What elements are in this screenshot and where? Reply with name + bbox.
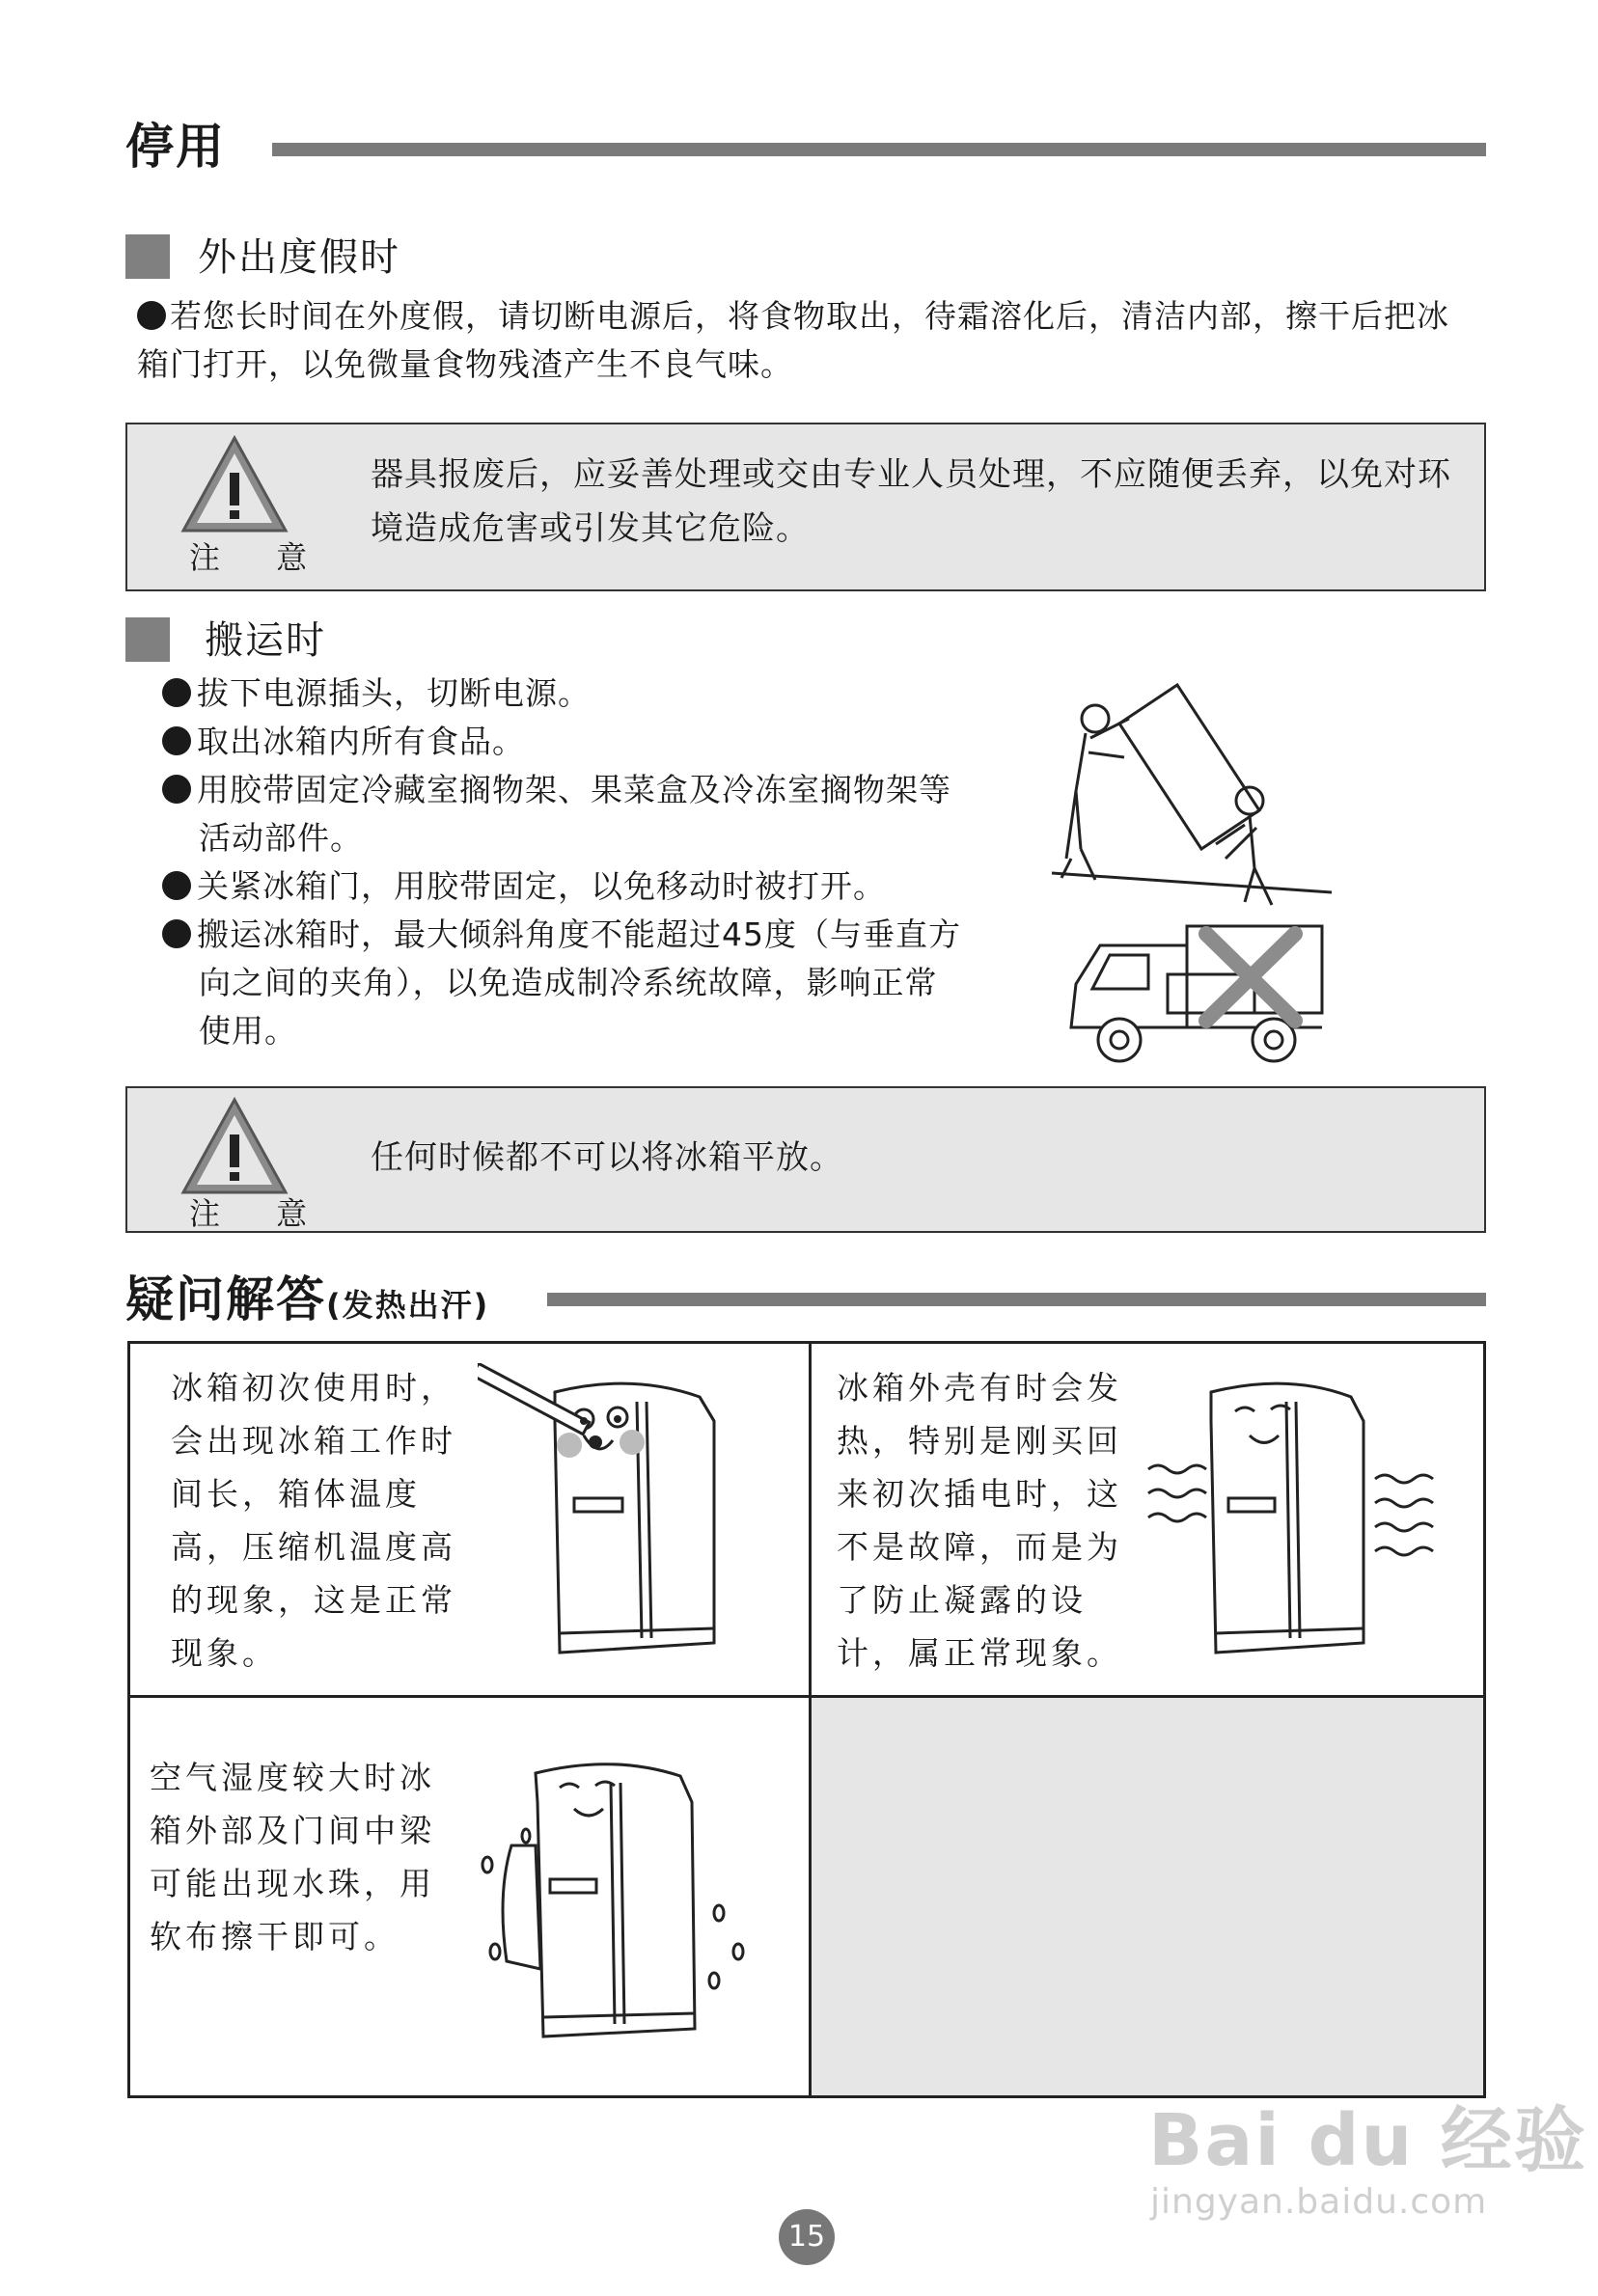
list-item: 取出冰箱内所有食品。 [162,718,963,766]
vacation-heading: 外出度假时 [198,235,400,280]
fridge-condensation-illustration [468,1730,786,2067]
faq-grid [127,1341,1486,2098]
moving-steps-list [162,670,963,1055]
warning-label: 注 意 [189,1195,331,1232]
page-number: 15 [779,2209,835,2265]
vacation-text: 若您长时间在外度假，请切断电源后，将食物取出，待霜溶化后，清洁内部，擦干后把冰箱门打开，以免微量食物残渣产生不良气味。 [137,297,1449,383]
heading-square-icon [125,234,170,279]
faq-title: 疑问解答(发热出汗) [125,1271,490,1327]
bullet-icon [162,678,191,707]
faq-cell-1 [171,1361,470,1680]
bullet-icon [162,775,191,804]
list-item: 拔下电源插头，切断电源。 [162,670,963,718]
warning-text-no-lying-flat: 任何时候都不可以将冰箱平放。 [371,1138,843,1177]
warning-box-disposal [125,423,1486,591]
fridge-thermometer-illustration [478,1363,767,1672]
faq-cell-3 [150,1751,458,1963]
list-item: 关紧冰箱门，用胶带固定，以免移动时被打开。 [162,862,963,911]
bullet-icon [162,919,191,948]
fridge-warm-illustration [1143,1363,1462,1672]
faq-answer-1: 冰箱初次使用时，会出现冰箱工作时间长，箱体温度高，压缩机温度高的现象，这是正常现象。 [171,1369,456,1672]
list-item: 搬运冰箱时，最大倾斜角度不能超过45度（与垂直方向之间的夹角），以免造成制冷系统故障，影响正常使用。 [162,911,963,1055]
faq-cell-2 [837,1361,1126,1680]
watermark-url: jingyan.baidu.com [1150,2182,1488,2222]
title-rule [272,143,1486,156]
faq-answer-2: 冰箱外壳有时会发热，特别是刚买回来初次插电时，这不是故障，而是为了防止凝露的设计，属正常现象。 [837,1369,1122,1672]
bullet-icon [162,726,191,755]
warning-triangle-icon [178,1094,291,1198]
faq-title-rule [547,1293,1486,1306]
warning-triangle-icon [178,432,291,536]
section-title-stop-use: 停用 [125,119,226,175]
bullet-icon [162,871,191,900]
moving-heading: 搬运时 [205,618,326,663]
warning-box-no-lying-flat [125,1086,1486,1233]
list-item: 用胶带固定冷藏室搁物架、果菜盒及冷冻室搁物架等活动部件。 [162,766,963,862]
faq-answer-3: 空气湿度较大时冰箱外部及门间中梁可能出现水珠，用软布擦干即可。 [150,1759,435,1955]
bullet-icon [137,301,166,330]
warning-label: 注 意 [189,539,331,576]
heading-square-icon [125,617,170,662]
warning-text-disposal: 器具报废后，应妥善处理或交由专业人员处理，不应随便丢弃，以免对环境造成危害或引发其它危险。 [371,455,1451,548]
vacation-paragraph [137,292,1469,389]
watermark-brand: Bai du 经验 [1148,2099,1587,2182]
faq-subtitle: (发热出汗) [326,1287,490,1324]
moving-illustration [1042,666,1351,1090]
